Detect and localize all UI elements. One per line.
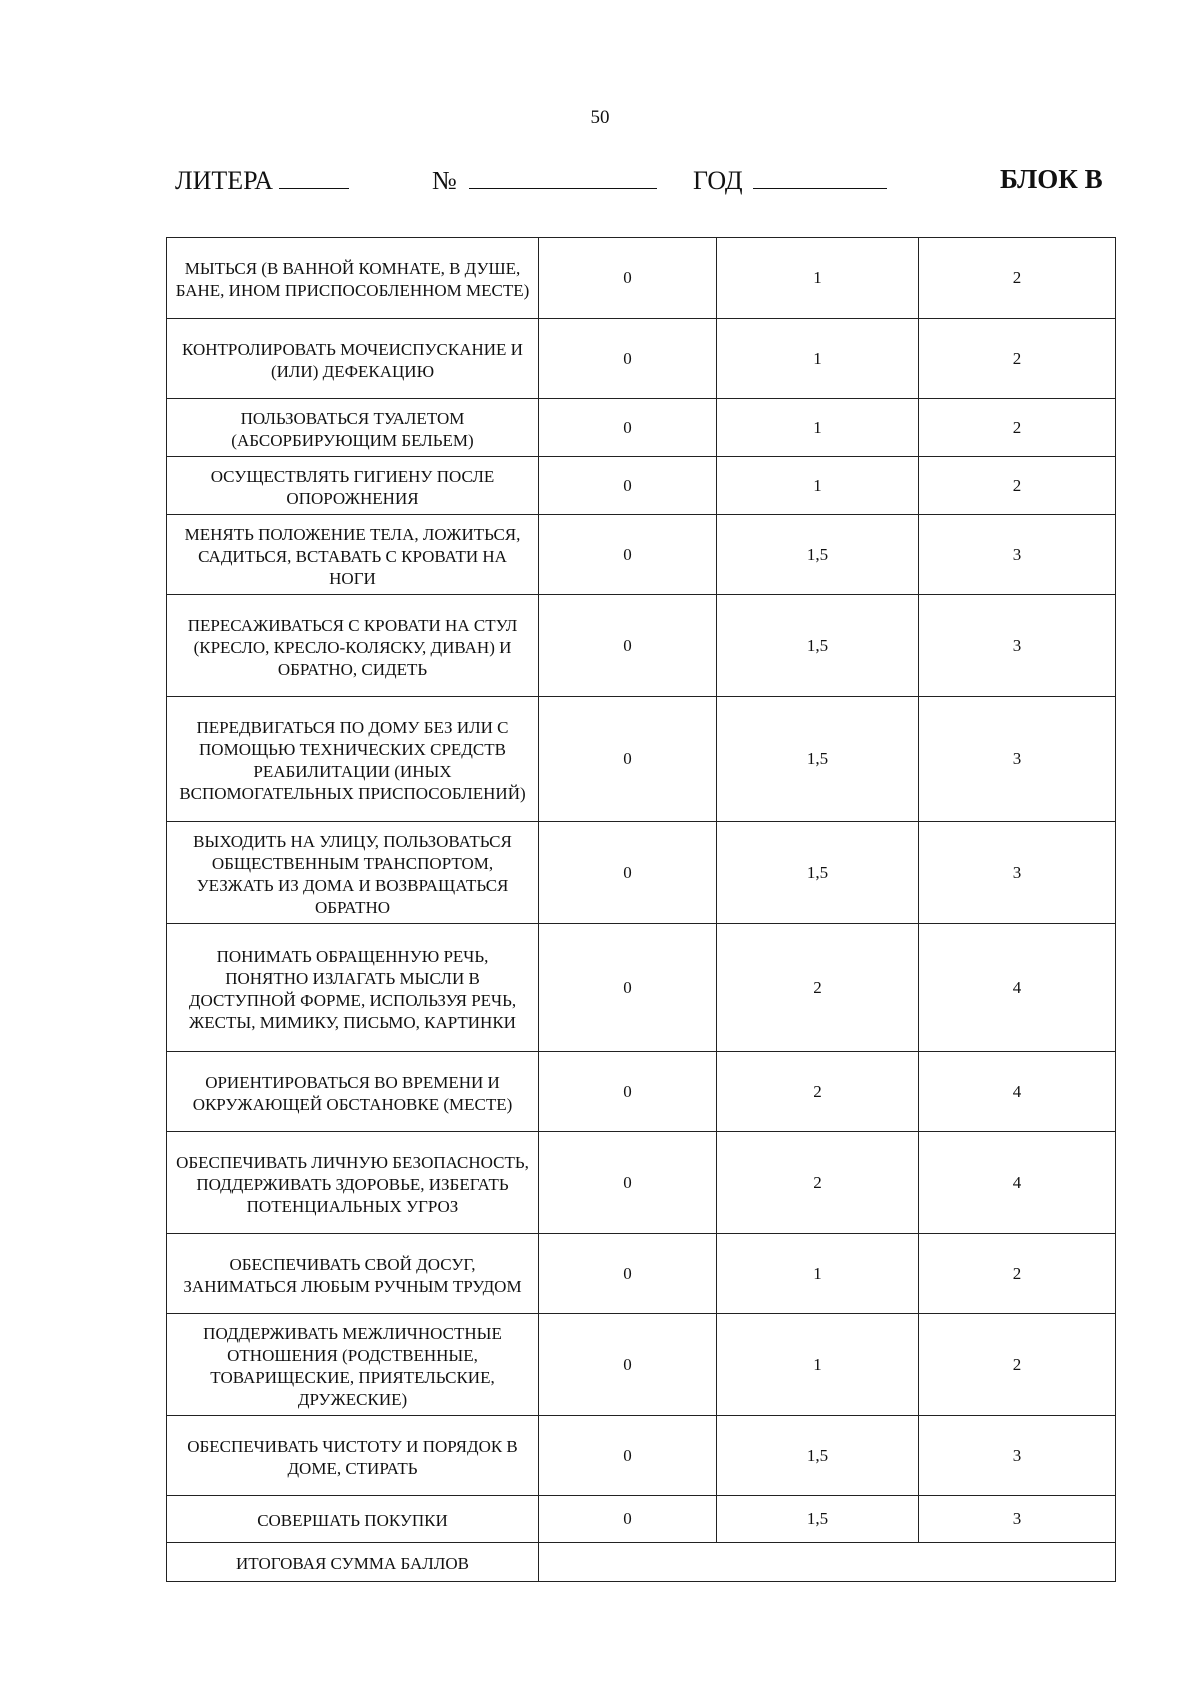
score-zero-cell[interactable]: 0	[539, 822, 717, 924]
table-row	[167, 238, 1116, 319]
score-zero-cell[interactable]: 0	[539, 697, 717, 822]
table-row	[167, 319, 1116, 399]
table-row	[167, 1496, 1116, 1543]
score-mid-cell[interactable]: 1	[717, 399, 919, 457]
activity-cell: ПЕРЕДВИГАТЬСЯ ПО ДОМУ БЕЗ ИЛИ С ПОМОЩЬЮ ТЕХНИЧЕСКИХ СРЕДСТВ РЕАБИЛИТАЦИИ (ИНЫХ ВСПОМОГАТЕЛЬНЫХ ПРИСПОСОБЛЕНИЙ)	[167, 697, 539, 822]
score-zero-cell[interactable]: 0	[539, 924, 717, 1052]
score-mid-cell[interactable]: 1,5	[717, 1496, 919, 1543]
table-row	[167, 822, 1116, 924]
table-row	[167, 515, 1116, 595]
activity-cell: ОРИЕНТИРОВАТЬСЯ ВО ВРЕМЕНИ И ОКРУЖАЮЩЕЙ ОБСТАНОВКЕ (МЕСТЕ)	[167, 1052, 539, 1132]
table-row	[167, 1132, 1116, 1234]
score-max-cell[interactable]: 2	[919, 457, 1116, 515]
table-row	[167, 1052, 1116, 1132]
score-zero-cell[interactable]: 0	[539, 457, 717, 515]
score-zero-cell[interactable]: 0	[539, 319, 717, 399]
score-max-cell[interactable]: 3	[919, 595, 1116, 697]
score-max-cell[interactable]: 3	[919, 1416, 1116, 1496]
total-row	[167, 1543, 1116, 1582]
score-max-cell[interactable]: 3	[919, 697, 1116, 822]
table-row	[167, 1416, 1116, 1496]
score-mid-cell[interactable]: 1,5	[717, 515, 919, 595]
activity-cell: КОНТРОЛИРОВАТЬ МОЧЕИСПУСКАНИЕ И (ИЛИ) ДЕФЕКАЦИЮ	[167, 319, 539, 399]
block-label: БЛОК В	[1000, 164, 1103, 194]
score-zero-cell[interactable]: 0	[539, 1234, 717, 1314]
number-field	[432, 164, 657, 196]
score-zero-cell[interactable]: 0	[539, 515, 717, 595]
activity-cell: ОБЕСПЕЧИВАТЬ ЧИСТОТУ И ПОРЯДОК В ДОМЕ, СТИРАТЬ	[167, 1416, 539, 1496]
score-zero-cell[interactable]: 0	[539, 1132, 717, 1234]
score-max-cell[interactable]: 4	[919, 1132, 1116, 1234]
score-zero-cell[interactable]: 0	[539, 595, 717, 697]
score-mid-cell[interactable]: 1,5	[717, 595, 919, 697]
litera-blank[interactable]	[279, 164, 349, 189]
litera-field	[175, 164, 349, 196]
litera-label: ЛИТЕРА	[175, 166, 274, 195]
page-number: 50	[590, 107, 610, 128]
score-max-cell[interactable]: 2	[919, 1234, 1116, 1314]
score-mid-cell[interactable]: 1	[717, 1234, 919, 1314]
score-mid-cell[interactable]: 1	[717, 1314, 919, 1416]
table-row	[167, 399, 1116, 457]
number-blank[interactable]	[469, 164, 657, 189]
total-label: ИТОГОВАЯ СУММА БАЛЛОВ	[167, 1543, 539, 1582]
assessment-table-body	[167, 238, 1116, 1582]
score-mid-cell[interactable]: 1	[717, 457, 919, 515]
table-row	[167, 924, 1116, 1052]
year-field	[693, 164, 887, 196]
score-mid-cell[interactable]: 1,5	[717, 1416, 919, 1496]
score-max-cell[interactable]: 2	[919, 319, 1116, 399]
score-mid-cell[interactable]: 1	[717, 238, 919, 319]
score-max-cell[interactable]: 3	[919, 515, 1116, 595]
activity-cell: МЫТЬСЯ (В ВАННОЙ КОМНАТЕ, В ДУШЕ, БАНЕ, ИНОМ ПРИСПОСОБЛЕННОМ МЕСТЕ)	[167, 238, 539, 319]
activity-cell: ОБЕСПЕЧИВАТЬ СВОЙ ДОСУГ, ЗАНИМАТЬСЯ ЛЮБЫМ РУЧНЫМ ТРУДОМ	[167, 1234, 539, 1314]
activity-cell: ПОДДЕРЖИВАТЬ МЕЖЛИЧНОСТНЫЕ ОТНОШЕНИЯ (РОДСТВЕННЫЕ, ТОВАРИЩЕСКИЕ, ПРИЯТЕЛЬСКИЕ, ДРУЖЕСКИЕ)	[167, 1314, 539, 1416]
score-zero-cell[interactable]: 0	[539, 238, 717, 319]
activity-cell: ОСУЩЕСТВЛЯТЬ ГИГИЕНУ ПОСЛЕ ОПОРОЖНЕНИЯ	[167, 457, 539, 515]
score-max-cell[interactable]: 4	[919, 924, 1116, 1052]
year-label: ГОД	[693, 166, 743, 195]
table-row	[167, 1234, 1116, 1314]
score-mid-cell[interactable]: 2	[717, 1132, 919, 1234]
activity-cell: ВЫХОДИТЬ НА УЛИЦУ, ПОЛЬЗОВАТЬСЯ ОБЩЕСТВЕННЫМ ТРАНСПОРТОМ, УЕЗЖАТЬ ИЗ ДОМА И ВОЗВРАЩАТЬСЯ ОБРАТНО	[167, 822, 539, 924]
score-mid-cell[interactable]: 1,5	[717, 822, 919, 924]
score-zero-cell[interactable]: 0	[539, 1052, 717, 1132]
score-zero-cell[interactable]: 0	[539, 399, 717, 457]
activity-cell: МЕНЯТЬ ПОЛОЖЕНИЕ ТЕЛА, ЛОЖИТЬСЯ, САДИТЬСЯ, ВСТАВАТЬ С КРОВАТИ НА НОГИ	[167, 515, 539, 595]
activity-cell: ПОЛЬЗОВАТЬСЯ ТУАЛЕТОМ (АБСОРБИРУЮЩИМ БЕЛЬЕМ)	[167, 399, 539, 457]
score-max-cell[interactable]: 3	[919, 822, 1116, 924]
table-row	[167, 457, 1116, 515]
year-blank[interactable]	[753, 164, 887, 189]
score-zero-cell[interactable]: 0	[539, 1416, 717, 1496]
activity-cell: ПОНИМАТЬ ОБРАЩЕННУЮ РЕЧЬ, ПОНЯТНО ИЗЛАГАТЬ МЫСЛИ В ДОСТУПНОЙ ФОРМЕ, ИСПОЛЬЗУЯ РЕЧЬ, ЖЕСТЫ, МИМИКУ, ПИСЬМО, КАРТИНКИ	[167, 924, 539, 1052]
score-mid-cell[interactable]: 2	[717, 924, 919, 1052]
score-max-cell[interactable]: 2	[919, 1314, 1116, 1416]
activity-cell: ОБЕСПЕЧИВАТЬ ЛИЧНУЮ БЕЗОПАСНОСТЬ, ПОДДЕРЖИВАТЬ ЗДОРОВЬЕ, ИЗБЕГАТЬ ПОТЕНЦИАЛЬНЫХ УГРОЗ	[167, 1132, 539, 1234]
table-row	[167, 595, 1116, 697]
activity-cell: ПЕРЕСАЖИВАТЬСЯ С КРОВАТИ НА СТУЛ (КРЕСЛО, КРЕСЛО-КОЛЯСКУ, ДИВАН) И ОБРАТНО, СИДЕТЬ	[167, 595, 539, 697]
score-mid-cell[interactable]: 2	[717, 1052, 919, 1132]
assessment-table	[166, 237, 1116, 1582]
score-zero-cell[interactable]: 0	[539, 1496, 717, 1543]
score-mid-cell[interactable]: 1	[717, 319, 919, 399]
score-max-cell[interactable]: 4	[919, 1052, 1116, 1132]
score-max-cell[interactable]: 3	[919, 1496, 1116, 1543]
score-mid-cell[interactable]: 1,5	[717, 697, 919, 822]
table-row	[167, 1314, 1116, 1416]
score-max-cell[interactable]: 2	[919, 399, 1116, 457]
total-value-cell[interactable]	[539, 1543, 1116, 1582]
form-header	[0, 164, 1200, 204]
score-zero-cell[interactable]: 0	[539, 1314, 717, 1416]
table-row	[167, 697, 1116, 822]
activity-cell: СОВЕРШАТЬ ПОКУПКИ	[167, 1496, 539, 1543]
number-label: №	[432, 166, 457, 195]
score-max-cell[interactable]: 2	[919, 238, 1116, 319]
